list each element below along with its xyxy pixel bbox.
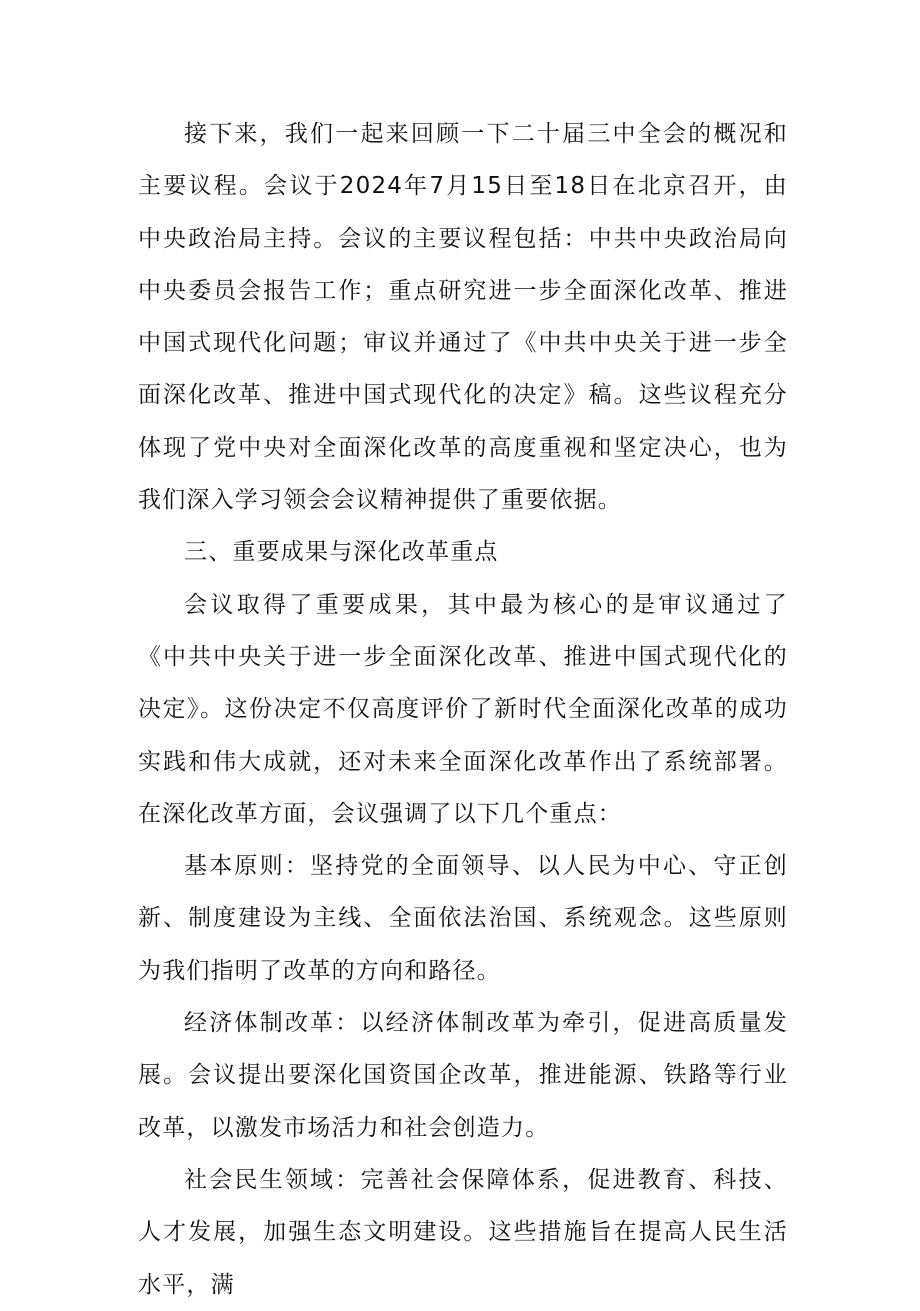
paragraph-basic-principles: 基本原则：坚持党的全面领导、以人民为中心、守正创新、制度建设为主线、全面依法治国、系统观念。这些原则为我们指明了改革的方向和路径。 <box>138 853 788 984</box>
paragraph-important-results: 会议取得了重要成果，其中最为核心的是审议通过了《中共中央关于进一步全面深化改革、推进中国式现代化的决定》。这份决定不仅高度评价了新时代全面深化改革的成功实践和伟大成就，还对未来全面深化改革作出了系统部署。在深化改革方面，会议强调了以下几个重点： <box>138 591 788 827</box>
paragraph-economic-reform: 经济体制改革：以经济体制改革为牵引，促进高质量发展。会议提出要深化国资国企改革，推进能源、铁路等行业改革，以激发市场活力和社会创造力。 <box>138 1010 788 1141</box>
paragraph-review-agenda: 接下来，我们一起来回顾一下二十届三中全会的概况和主要议程。会议于2024年7月15日至18日在北京召开，由中央政治局主持。会议的主要议程包括：中共中央政治局向中央委员会报告工作；重点研究进一步全面深化改革、推进中国式现代化问题；审议并通过了《中共中央关于进一步全面深化改革、推进中国式现代化的决定》稿。这些议程充分体现了党中央对全面深化改革的高度重视和坚定决心，也为我们深入学习领会会议精神提供了重要依据。 <box>138 121 788 514</box>
document-body <box>138 108 788 1311</box>
section-heading: 三、重要成果与深化改革重点 <box>184 539 499 566</box>
paragraph-social-livelihood: 社会民生领域：完善社会保障体系，促进教育、科技、人才发展，加强生态文明建设。这些措施旨在提高人民生活水平，满 <box>138 1166 788 1298</box>
